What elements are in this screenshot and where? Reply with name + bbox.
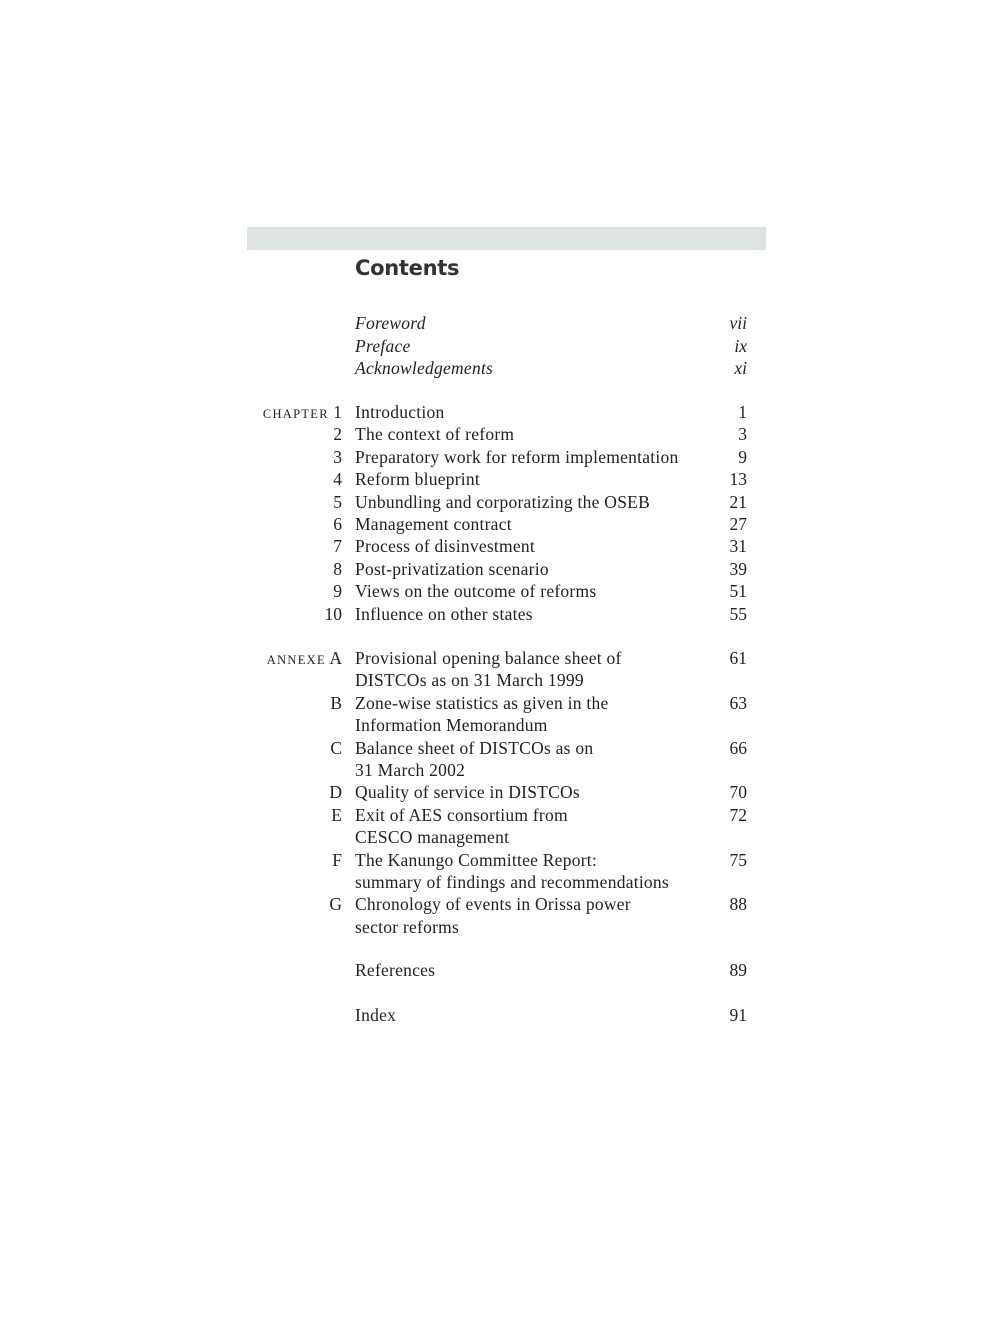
chapter-number: 9 <box>333 581 342 602</box>
page-number: 39 <box>729 558 747 579</box>
chapter-entry[interactable] <box>247 558 747 580</box>
chapter-entry[interactable] <box>247 491 747 513</box>
page-number: 70 <box>729 782 747 803</box>
page-number: 91 <box>729 1005 747 1025</box>
back-matter-entry[interactable] <box>247 959 747 981</box>
chapter-number: 3 <box>333 446 342 467</box>
page-number: 63 <box>729 692 747 713</box>
entry-title-line: CESCO management <box>355 827 510 848</box>
page-number: 75 <box>729 849 747 870</box>
entry-title-line: Zone-wise statistics as given in the <box>355 692 609 713</box>
chapter-entry[interactable] <box>247 468 747 490</box>
page-number: 27 <box>729 514 747 534</box>
entry-title: Views on the outcome of reforms <box>355 581 597 602</box>
page-number: 13 <box>729 469 747 490</box>
page-number: ix <box>734 335 747 356</box>
chapter-number: 5 <box>333 491 342 512</box>
annex-letter: D <box>329 782 342 803</box>
entry-title-line: Quality of service in DISTCOs <box>355 782 580 803</box>
entry-title: Preparatory work for reform implementation <box>355 446 679 467</box>
chapter-number: 6 <box>333 514 342 534</box>
entry-title-line: Chronology of events in Orissa power <box>355 894 631 915</box>
entry-title-line: summary of findings and recommendations <box>355 871 669 892</box>
page-number: 66 <box>729 737 747 758</box>
annex-entry[interactable] <box>247 849 747 892</box>
annex-letter: C <box>330 737 342 758</box>
annex-entry[interactable] <box>247 647 747 691</box>
page-number: 21 <box>729 491 747 512</box>
entry-title-line: The Kanungo Committee Report: <box>355 849 597 870</box>
chapter-number: 8 <box>333 558 342 579</box>
annex-entry[interactable] <box>247 893 747 937</box>
page-number: 55 <box>729 603 747 624</box>
annex-label: ANNEXE <box>266 653 326 667</box>
entry-title: Preface <box>355 335 411 356</box>
annex-letter: ANNEXE A <box>266 648 342 668</box>
page-number: 88 <box>729 894 747 915</box>
entry-title-line: Balance sheet of DISTCOs as on <box>355 737 594 758</box>
entry-title: Acknowledgements <box>355 358 494 378</box>
chapter-number: 7 <box>333 536 342 557</box>
chapter-number: 2 <box>333 424 342 445</box>
entry-title: Introduction <box>355 402 445 422</box>
page-number: 3 <box>738 424 747 445</box>
annex-letter: E <box>331 804 342 825</box>
chapter-entry[interactable] <box>247 603 747 625</box>
page-number: 31 <box>729 536 747 557</box>
front-matter-entry[interactable] <box>247 357 747 379</box>
page-number: xi <box>734 358 747 378</box>
annex-entry[interactable] <box>247 737 747 780</box>
entry-title-line: 31 March 2002 <box>355 759 466 780</box>
entry-title: Reform blueprint <box>355 469 481 490</box>
entry-title-line: DISTCOs as on 31 March 1999 <box>355 670 584 691</box>
annex-entry[interactable] <box>247 781 747 803</box>
chapter-entry[interactable] <box>247 446 747 468</box>
annex-letter: G <box>329 894 342 915</box>
entry-title: Influence on other states <box>355 603 533 624</box>
chapter-number: 10 <box>324 603 342 624</box>
chapter-entry[interactable] <box>247 423 747 445</box>
page-number: 1 <box>738 402 747 422</box>
entry-title-line: Provisional opening balance sheet of <box>355 648 622 668</box>
chapter-number: CHAPTER 1 <box>262 402 342 422</box>
chapter-entry[interactable] <box>247 401 747 423</box>
page-number: 9 <box>738 446 747 467</box>
page-number: vii <box>729 313 747 333</box>
entry-title-line: Exit of AES consortium from <box>355 804 568 825</box>
entry-title-line: sector reforms <box>355 916 460 937</box>
entry-title: Process of disinvestment <box>355 536 536 557</box>
page-number: 89 <box>729 960 747 980</box>
annex-letter: F <box>332 849 342 870</box>
annex-entry[interactable] <box>247 804 747 848</box>
page-number: 51 <box>729 581 747 602</box>
annex-letter: B <box>330 692 342 713</box>
chapter-number: 4 <box>333 469 342 490</box>
back-matter-entry[interactable] <box>247 1004 747 1026</box>
entry-title: References <box>355 960 436 980</box>
annex-entry[interactable] <box>247 692 747 736</box>
front-matter-entry[interactable] <box>247 335 747 357</box>
page-number: 61 <box>729 648 747 668</box>
entry-title: Foreword <box>355 313 426 333</box>
page-title: Contents <box>355 256 460 280</box>
entry-title: Post-privatization scenario <box>355 558 549 579</box>
entry-title: Management contract <box>355 514 512 534</box>
page-number: 72 <box>729 804 747 825</box>
entry-title: Unbundling and corporatizing the OSEB <box>355 491 651 512</box>
chapter-entry[interactable] <box>247 513 747 535</box>
chapter-entry[interactable] <box>247 535 747 557</box>
entry-title: The context of reform <box>355 424 515 445</box>
front-matter-entry[interactable] <box>247 312 747 334</box>
header-band <box>247 227 766 250</box>
chapter-entry[interactable] <box>247 580 747 602</box>
chapter-label: CHAPTER <box>262 407 329 421</box>
entry-title: Index <box>355 1005 397 1025</box>
entry-title-line: Information Memorandum <box>355 715 548 736</box>
